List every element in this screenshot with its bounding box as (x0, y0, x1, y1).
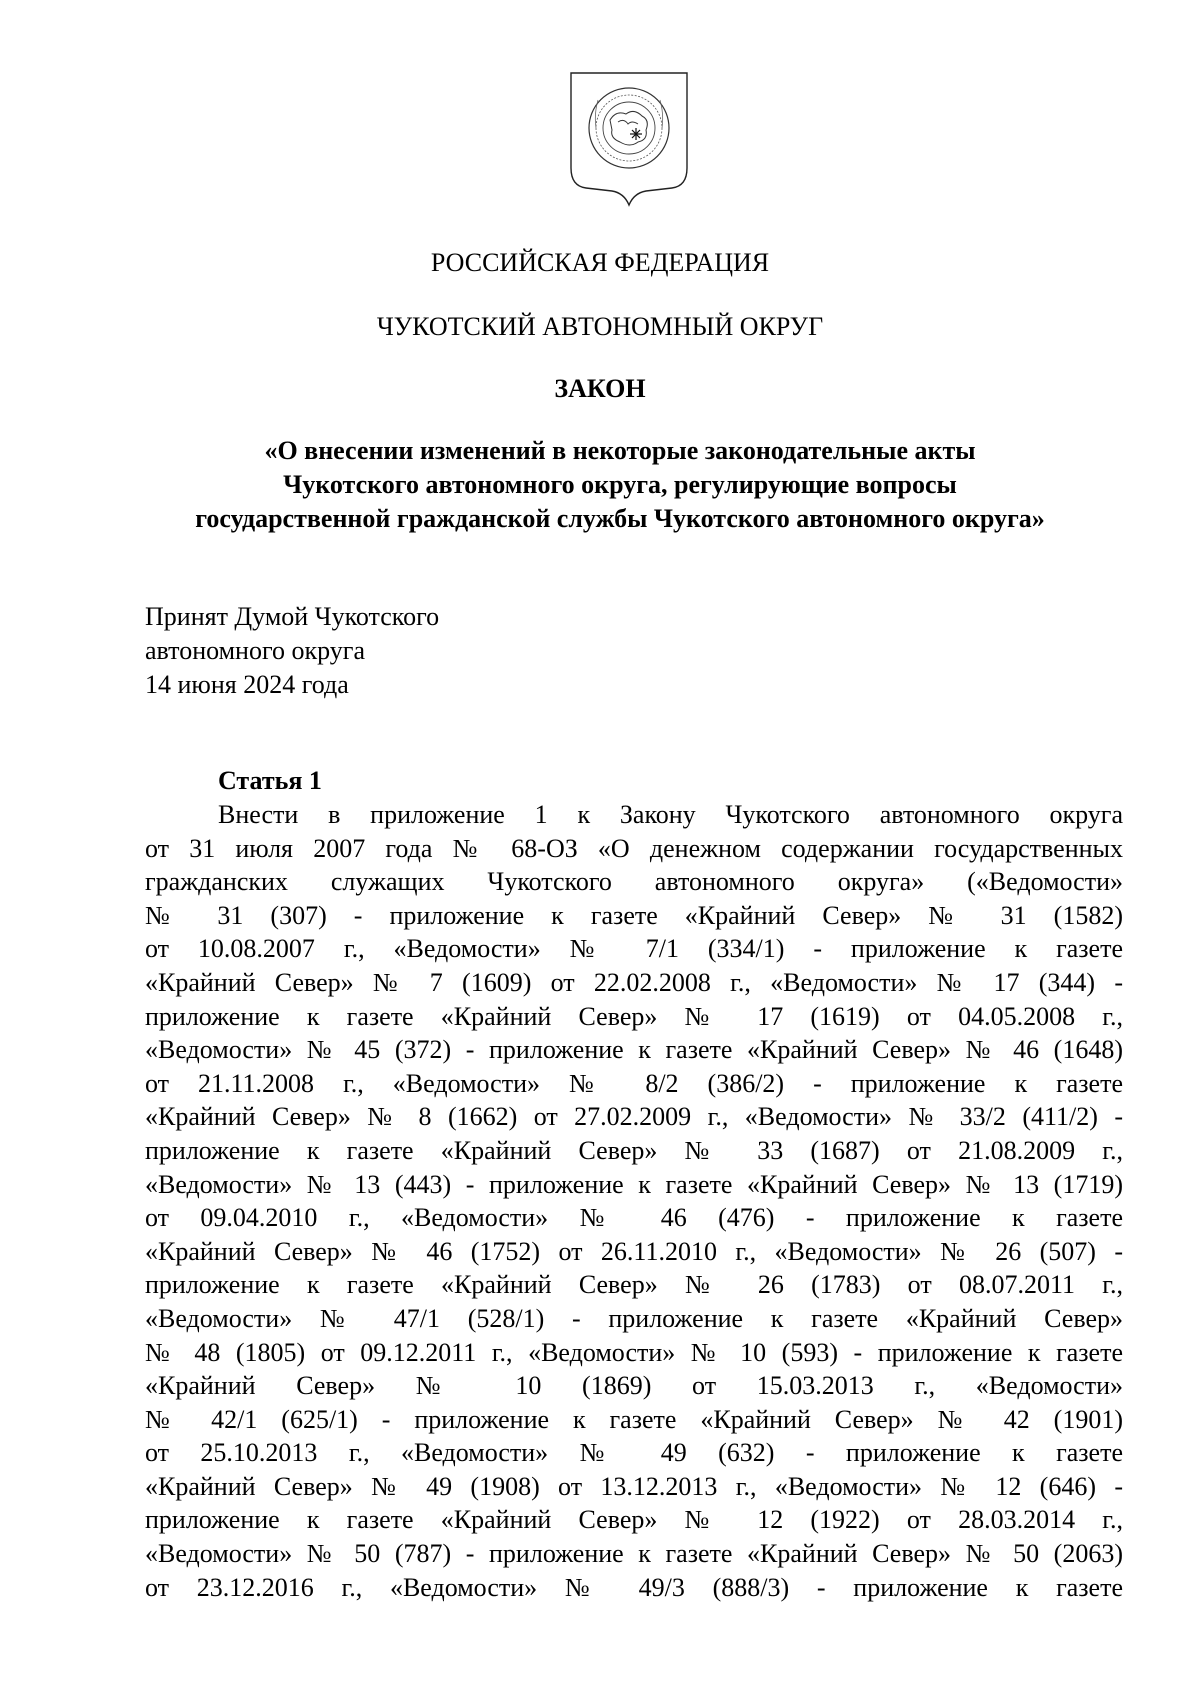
article-line: от 21.11.2008 г., «Ведомости» № 8/2 (386/2) - приложение к газете (145, 1068, 1123, 1098)
document-type: ЗАКОН (554, 374, 646, 403)
article-line: Внести в приложение 1 к Закону Чукотского автономного округа (218, 800, 1123, 829)
article-line: от 10.08.2007 г., «Ведомости» № 7/1 (334/1) - приложение к газете (145, 934, 1123, 964)
article-line: «Крайний Север» № 10 (1869) от 15.03.2013 г., «Ведомости» (145, 1371, 1123, 1401)
article-line: № 42/1 (625/1) - приложение к газете «Крайний Север» № 42 (1901) (145, 1404, 1123, 1434)
article-line: от 25.10.2013 г., «Ведомости» № 49 (632) - приложение к газете (145, 1438, 1123, 1468)
adoption-line: Принят Думой Чукотского (145, 602, 440, 631)
article-line: от 31 июля 2007 года № 68-ОЗ «О денежном содержании государственных (145, 833, 1123, 863)
article-line: от 09.04.2010 г., «Ведомости» № 46 (476) - приложение к газете (145, 1203, 1123, 1233)
article-line: «Ведомости» № 50 (787) - приложение к газете «Крайний Север» № 50 (2063) (145, 1539, 1123, 1569)
article-line: приложение к газете «Крайний Север» № 12 (1922) от 28.03.2014 г., (145, 1505, 1123, 1535)
law-title-line: «О внесении изменений в некоторые законодательные акты (264, 436, 976, 465)
article-line: от 23.12.2016 г., «Ведомости» № 49/3 (888/3) - приложение к газете (145, 1572, 1123, 1602)
article-heading: Статья 1 (218, 766, 322, 795)
article-line: «Крайний Север» № 49 (1908) от 13.12.2013 г., «Ведомости» № 12 (646) - (145, 1471, 1123, 1501)
federation-heading: РОССИЙСКАЯ ФЕДЕРАЦИЯ (430, 248, 770, 277)
coat-of-arms-emblem (568, 70, 690, 208)
adoption-note (145, 600, 439, 702)
law-title-line: государственной гражданской службы Чукотского автономного округа» (195, 504, 1045, 533)
article-line: «Крайний Север» № 7 (1609) от 22.02.2008 г., «Ведомости» № 17 (344) - (145, 967, 1123, 997)
article-line: «Крайний Север» № 8 (1662) от 27.02.2009 г., «Ведомости» № 33/2 (411/2) - (145, 1102, 1123, 1132)
article-line: «Крайний Север» № 46 (1752) от 26.11.2010 г., «Ведомости» № 26 (507) - (145, 1236, 1123, 1266)
article-line: гражданских служащих Чукотского автономного округа» («Ведомости» (145, 867, 1123, 897)
article-line: приложение к газете «Крайний Север» № 26 (1783) от 08.07.2011 г., (145, 1270, 1123, 1300)
article-line: № 31 (307) - приложение к газете «Крайний Север» № 31 (1582) (145, 900, 1123, 930)
article-line: № 48 (1805) от 09.12.2011 г., «Ведомости» № 10 (593) - приложение к газете (145, 1337, 1123, 1367)
law-title (140, 434, 1100, 536)
adoption-line: автономного округа (145, 636, 365, 665)
region-heading: ЧУКОТСКИЙ АВТОНОМНЫЙ ОКРУГ (376, 312, 824, 341)
law-title-line: Чукотского автономного округа, регулирующие вопросы (283, 470, 957, 499)
adoption-date: 14 июня 2024 года (145, 670, 349, 699)
article-line: «Ведомости» № 47/1 (528/1) - приложение к газете «Крайний Север» (145, 1303, 1123, 1333)
article-line: приложение к газете «Крайний Север» № 33 (1687) от 21.08.2009 г., (145, 1135, 1123, 1165)
article-line: «Ведомости» № 13 (443) - приложение к газете «Крайний Север» № 13 (1719) (145, 1169, 1123, 1199)
article-line: приложение к газете «Крайний Север» № 17 (1619) от 04.05.2008 г., (145, 1001, 1123, 1031)
article-line: «Ведомости» № 45 (372) - приложение к газете «Крайний Север» № 46 (1648) (145, 1035, 1123, 1065)
article-body (145, 798, 1123, 1604)
